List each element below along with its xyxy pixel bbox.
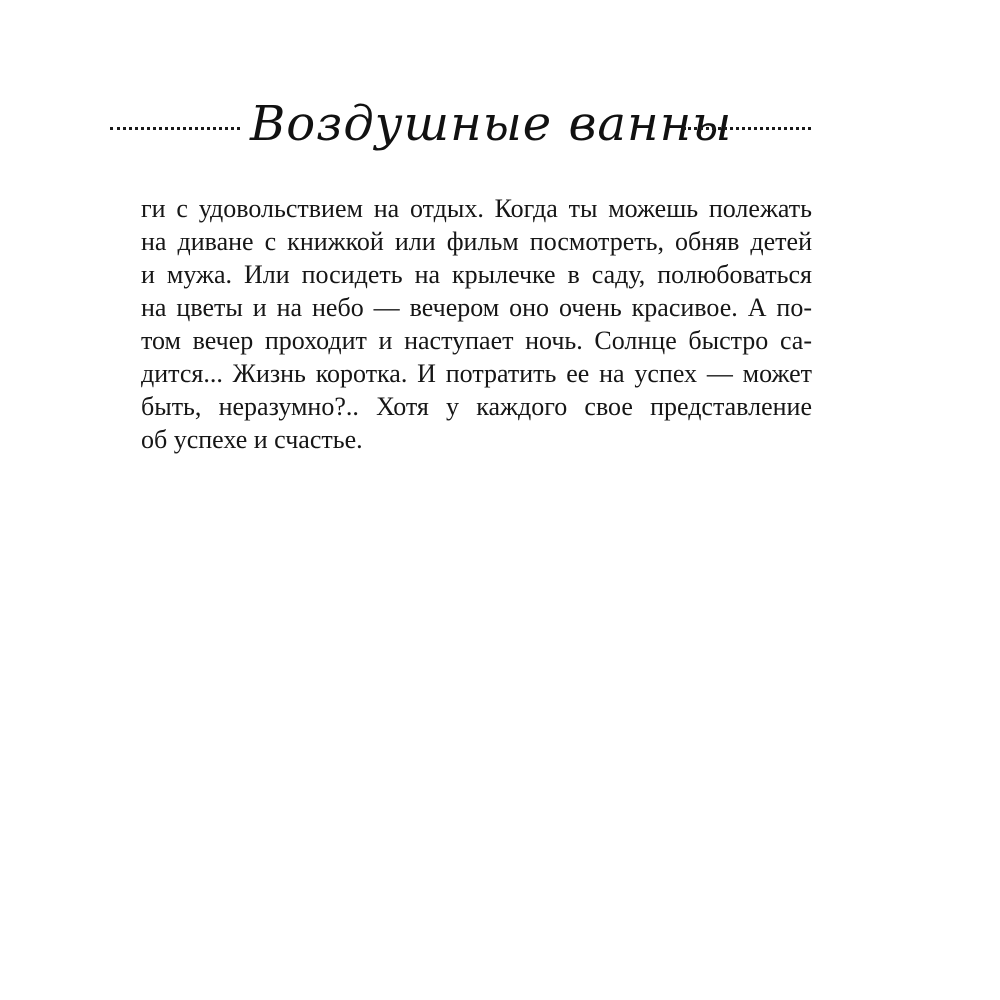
text-line: том вечер проходит и наступает ночь. Солнце быстро са- — [141, 326, 812, 355]
text-line: быть, неразумно?.. Хотя у каждого свое представление — [141, 392, 812, 421]
text-line: ги с удовольствием на отдых. Когда ты можешь полежать — [141, 194, 812, 223]
text-line: на цветы и на небо — вечером оно очень красивое. А по- — [141, 293, 812, 322]
running-header — [0, 90, 1000, 170]
body-paragraph — [141, 192, 812, 456]
text-line: об успехе и счастье. — [141, 425, 363, 454]
text-line: дится... Жизнь коротка. И потратить ее на успех — может — [141, 359, 812, 388]
text-line: на диване с книжкой или фильм посмотреть, обняв детей — [141, 227, 812, 256]
text-line: и мужа. Или посидеть на крылечке в саду, полюбоваться — [141, 260, 812, 289]
dotted-rule-right — [683, 127, 811, 130]
dotted-rule-left — [110, 127, 240, 130]
chapter-title: Воздушные ванны — [250, 96, 733, 152]
